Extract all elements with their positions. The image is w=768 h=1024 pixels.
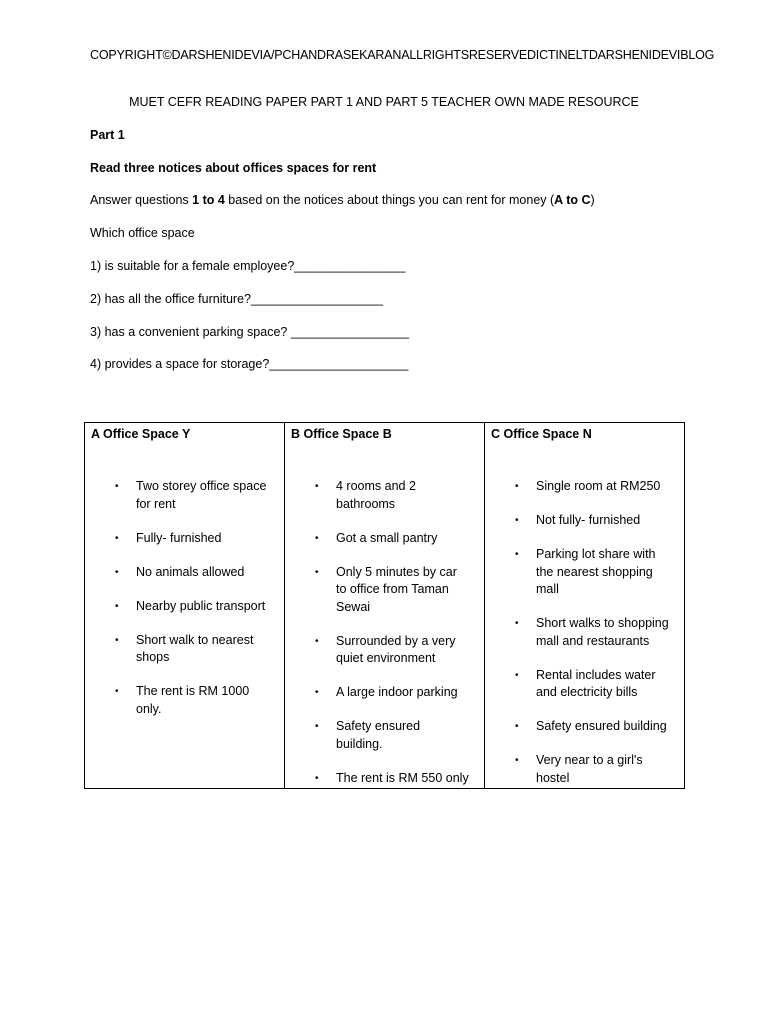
bullet-icon: • <box>115 566 119 578</box>
notice-c <box>485 423 685 789</box>
bullet-icon: • <box>515 549 519 560</box>
bullet-icon: • <box>515 755 519 766</box>
list-item-text: Short walks to shopping mall and restaurants <box>536 616 669 648</box>
list-item-text: Very near to a girl's hostel <box>536 753 643 785</box>
list-item <box>491 752 678 787</box>
list-item-text: Got a small pantry <box>336 530 438 545</box>
list-item-text: Single room at RM250 <box>536 479 661 493</box>
bullet-icon: • <box>315 566 319 578</box>
answer-post: ) <box>590 193 595 207</box>
list-item <box>91 478 278 513</box>
bullet-icon: • <box>315 687 319 698</box>
list-item-text: Nearby public transport <box>136 598 266 613</box>
list-item <box>291 478 478 513</box>
question-2: 2) has all the office furniture?___________________ <box>90 292 384 306</box>
question-4: 4) provides a space for storage?____________________ <box>90 357 409 371</box>
list-item <box>291 530 478 548</box>
notice-a-list <box>91 478 278 718</box>
list-item-text: Surrounded by a very quiet environment <box>336 633 456 665</box>
list-item-text: 4 rooms and 2 bathrooms <box>336 479 416 511</box>
list-item-text: Safety ensured building. <box>336 719 421 751</box>
list-item <box>291 770 478 788</box>
list-item-text: The rent is RM 1000 only. <box>136 684 250 716</box>
bullet-icon: • <box>115 481 119 492</box>
part-heading: Part 1 <box>90 128 125 142</box>
list-item <box>291 684 478 702</box>
answer-pre: Answer questions <box>90 193 193 207</box>
answer-range: 1 to 4 <box>192 193 225 207</box>
bullet-icon: • <box>115 600 119 612</box>
bullet-icon: • <box>115 634 119 646</box>
bullet-icon: • <box>515 515 519 526</box>
notices-row <box>85 423 685 789</box>
list-item <box>91 564 278 582</box>
list-item <box>491 512 678 530</box>
answer-options: A to C <box>554 193 591 207</box>
answer-mid: based on the notices about things you can rent for money ( <box>224 193 555 207</box>
question-1: 1) is suitable for a female employee?________________ <box>90 259 406 273</box>
list-item <box>291 633 478 668</box>
bullet-icon: • <box>115 532 119 544</box>
list-item <box>291 564 478 617</box>
list-item-text: Rental includes water and electricity bills <box>536 667 656 699</box>
document-title: MUET CEFR READING PAPER PART 1 AND PART 5 TEACHER OWN MADE RESOURCE <box>129 95 639 109</box>
list-item-text: Fully- furnished <box>136 530 222 545</box>
notice-b-list <box>291 478 478 787</box>
list-item <box>491 546 678 599</box>
copyright-line: COPYRIGHT©DARSHENIDEVIA/PCHANDRASEKARANALLRIGHTSRESERVEDICTINELTDARSHENIDEVIBLOG <box>90 48 715 62</box>
notice-c-heading: C Office Space N <box>491 427 592 441</box>
list-item <box>91 598 278 616</box>
bullet-icon: • <box>515 618 519 629</box>
list-item-text: The rent is RM 550 only <box>336 770 469 785</box>
list-item-text: Parking lot share with the nearest shopping mall <box>536 547 656 596</box>
answer-instruction <box>90 193 595 207</box>
bullet-icon: • <box>515 669 519 681</box>
list-item <box>491 718 678 736</box>
notices-table <box>84 422 685 789</box>
bullet-icon: • <box>315 721 319 732</box>
list-item <box>91 632 278 667</box>
list-item <box>91 530 278 548</box>
list-item-text: Only 5 minutes by car to office from Taman Sewai <box>336 564 457 614</box>
list-item <box>491 478 678 496</box>
list-item <box>491 667 678 702</box>
notice-b-heading: B Office Space B <box>291 427 392 441</box>
list-item-text: Safety ensured building <box>536 719 667 733</box>
notice-a-heading: A Office Space Y <box>91 427 191 441</box>
list-item-text: Short walk to nearest shops <box>136 632 254 664</box>
list-item <box>91 683 278 718</box>
bullet-icon: • <box>315 481 319 492</box>
bullet-icon: • <box>315 772 319 784</box>
notice-c-list <box>491 478 678 787</box>
list-item-text: A large indoor parking <box>336 685 458 699</box>
question-3: 3) has a convenient parking space? _________________ <box>90 325 410 339</box>
which-prompt: Which office space <box>90 226 195 240</box>
list-item <box>291 718 478 753</box>
list-item-text: Not fully- furnished <box>536 513 641 527</box>
bullet-icon: • <box>515 721 519 732</box>
bullet-icon: • <box>115 686 119 697</box>
bullet-icon: • <box>315 635 319 647</box>
list-item <box>491 615 678 650</box>
list-item-text: Two storey office space for rent <box>136 479 267 511</box>
bullet-icon: • <box>515 481 519 492</box>
notice-b <box>285 423 485 789</box>
instruction-heading: Read three notices about offices spaces for rent <box>90 161 377 175</box>
notice-a <box>85 423 285 789</box>
list-item-text: No animals allowed <box>136 564 245 579</box>
bullet-icon: • <box>315 532 319 544</box>
